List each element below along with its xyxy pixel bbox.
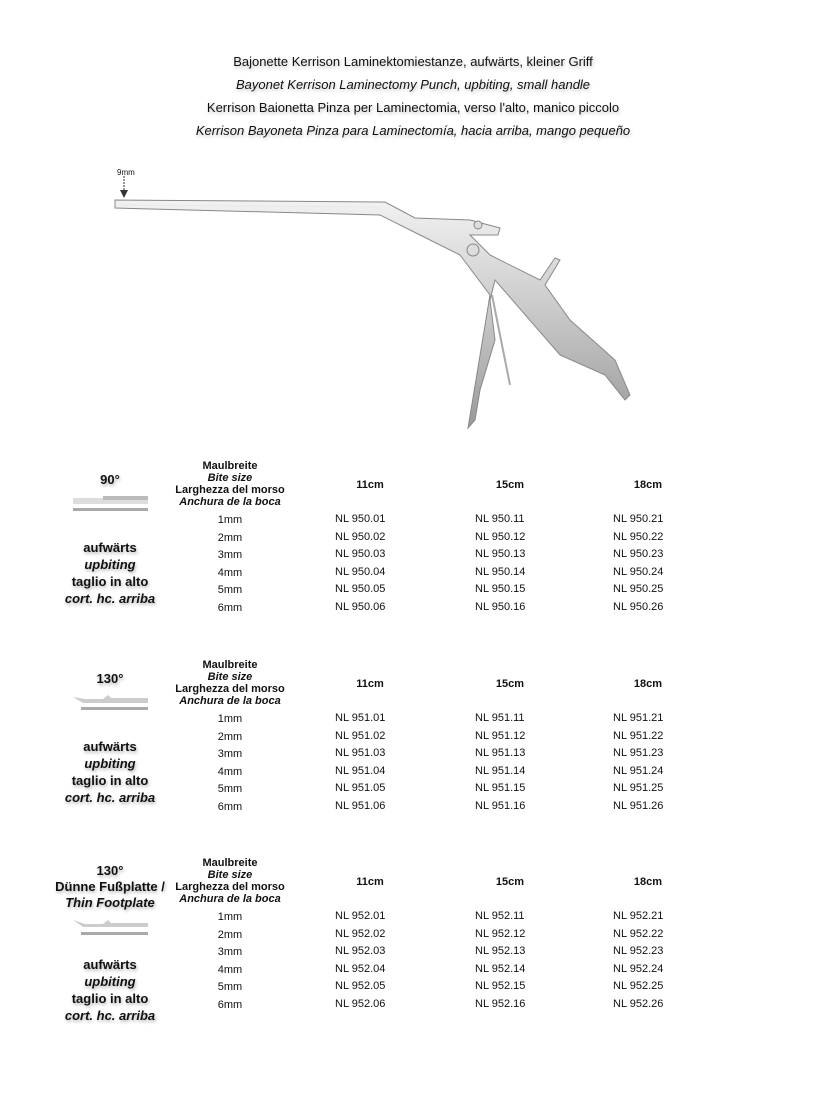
column-18cm xyxy=(593,677,703,815)
size-cell: 5mm xyxy=(217,981,243,993)
article-number: NL 951.06 xyxy=(335,799,386,812)
article-number: NL 951.14 xyxy=(475,764,526,777)
desc-it: taglio in alto xyxy=(71,991,149,1006)
bite-size-header xyxy=(165,857,295,905)
header-de: Maulbreite xyxy=(202,857,258,869)
desc-en: upbiting xyxy=(84,557,136,572)
desc-it: taglio in alto xyxy=(71,574,149,589)
header-it: Larghezza del morso xyxy=(175,484,285,496)
article-number: NL 950.02 xyxy=(335,530,386,543)
column-15cm xyxy=(455,677,565,815)
size-cell: 2mm xyxy=(217,928,243,941)
column-11cm xyxy=(315,875,425,1013)
article-number: NL 950.12 xyxy=(475,530,526,543)
desc-en: upbiting xyxy=(84,974,136,989)
size-cell: 3mm xyxy=(217,549,243,561)
article-number: NL 951.12 xyxy=(475,729,526,742)
subtitle-en: Thin Footplate xyxy=(65,895,155,910)
size-cell: 1mm xyxy=(217,514,243,526)
size-cell: 6mm xyxy=(217,601,243,614)
article-number: NL 951.23 xyxy=(613,747,664,759)
size-cell: 5mm xyxy=(217,783,243,795)
article-number: NL 952.16 xyxy=(475,997,526,1010)
title-english: Bayonet Kerrison Laminectomy Punch, upbiting, small handle xyxy=(235,77,591,92)
column-header: 18cm xyxy=(633,678,663,690)
article-number: NL 952.01 xyxy=(335,910,386,922)
article-number: NL 950.26 xyxy=(613,600,664,613)
article-number: NL 952.12 xyxy=(475,927,526,940)
article-number: NL 951.01 xyxy=(335,712,386,724)
bite-size-header xyxy=(165,460,295,508)
article-number: NL 951.11 xyxy=(475,712,525,724)
desc-it: taglio in alto xyxy=(71,773,149,788)
tip-image-90 xyxy=(73,494,148,516)
header-en: Bite size xyxy=(207,869,253,881)
desc-de: aufwärts xyxy=(83,739,137,754)
article-number: NL 950.06 xyxy=(335,600,386,613)
article-number: NL 950.01 xyxy=(335,513,386,525)
article-number: NL 952.13 xyxy=(475,945,526,957)
article-number: NL 951.02 xyxy=(335,729,386,742)
article-number: NL 951.03 xyxy=(335,747,386,759)
desc-de: aufwärts xyxy=(83,540,137,555)
column-11cm xyxy=(315,478,425,616)
size-cell: 4mm xyxy=(217,963,243,976)
article-number: NL 951.21 xyxy=(613,712,664,724)
article-number: NL 950.04 xyxy=(335,565,386,578)
article-number: NL 951.13 xyxy=(475,747,526,759)
size-cell: 6mm xyxy=(217,998,243,1011)
article-number: NL 951.24 xyxy=(613,764,664,777)
article-number: NL 952.06 xyxy=(335,997,386,1010)
column-header: 11cm xyxy=(356,479,384,491)
article-number: NL 950.14 xyxy=(475,565,526,578)
size-cell: 5mm xyxy=(217,584,243,596)
column-header: 18cm xyxy=(633,876,663,888)
size-cell: 1mm xyxy=(217,713,243,725)
column-header: 15cm xyxy=(495,876,525,888)
size-cell: 2mm xyxy=(217,531,243,544)
desc-es: cort. hc. arriba xyxy=(64,591,156,606)
article-number: NL 950.15 xyxy=(475,583,526,595)
column-15cm xyxy=(455,875,565,1013)
article-number: NL 952.22 xyxy=(613,927,664,940)
article-number: NL 952.04 xyxy=(335,962,386,975)
title-italian: Kerrison Baionetta Pinza per Laminectomia, verso l'alto, manico piccolo xyxy=(206,100,620,115)
bite-size-header xyxy=(165,659,295,707)
desc-de: aufwärts xyxy=(83,957,137,972)
column-header: 18cm xyxy=(633,479,663,491)
article-number: NL 950.05 xyxy=(335,583,386,595)
article-number: NL 950.16 xyxy=(475,600,526,613)
header-es: Anchura de la boca xyxy=(179,893,281,905)
column-header: 15cm xyxy=(495,479,525,491)
header-it: Larghezza del morso xyxy=(175,683,285,695)
column-header: 11cm xyxy=(356,876,384,888)
size-cell: 1mm xyxy=(217,911,243,923)
size-cell: 4mm xyxy=(217,566,243,579)
article-number: NL 952.14 xyxy=(475,962,526,975)
header-es: Anchura de la boca xyxy=(179,496,281,508)
article-number: NL 950.22 xyxy=(613,530,664,543)
desc-es: cort. hc. arriba xyxy=(64,790,156,805)
article-number: NL 950.23 xyxy=(613,548,664,560)
article-number: NL 952.11 xyxy=(475,910,525,922)
angle-label: 90° xyxy=(100,472,120,487)
size-list xyxy=(165,909,295,1014)
article-number: NL 952.02 xyxy=(335,927,386,940)
tip-image-130 xyxy=(73,693,148,715)
header-en: Bite size xyxy=(207,671,253,683)
article-number: NL 950.24 xyxy=(613,565,664,578)
angle-label: 130° xyxy=(96,671,124,686)
column-15cm xyxy=(455,478,565,616)
size-list xyxy=(165,512,295,617)
size-cell: 4mm xyxy=(217,765,243,778)
header-de: Maulbreite xyxy=(202,460,258,472)
article-number: NL 951.22 xyxy=(613,729,664,742)
title-german: Bajonette Kerrison Laminektomiestanze, aufwärts, kleiner Griff xyxy=(233,54,593,69)
size-cell: 3mm xyxy=(217,946,243,958)
article-number: NL 951.04 xyxy=(335,764,386,777)
header-en: Bite size xyxy=(207,472,253,484)
article-number: NL 952.26 xyxy=(613,997,664,1010)
kerrison-punch-image xyxy=(100,160,750,450)
article-number: NL 951.26 xyxy=(613,799,664,812)
article-number: NL 952.24 xyxy=(613,962,664,975)
desc-es: cort. hc. arriba xyxy=(64,1008,156,1023)
article-number: NL 952.15 xyxy=(475,980,526,992)
dimension-label: 9mm xyxy=(117,168,135,177)
size-cell: 2mm xyxy=(217,730,243,743)
title-block xyxy=(0,50,826,142)
subtitle-de: Dünne Fußplatte / xyxy=(55,879,165,894)
column-18cm xyxy=(593,478,703,616)
article-number: NL 951.05 xyxy=(335,782,386,794)
article-number: NL 950.03 xyxy=(335,548,386,560)
article-number: NL 952.05 xyxy=(335,980,386,992)
article-number: NL 950.13 xyxy=(475,548,526,560)
header-de: Maulbreite xyxy=(202,659,258,671)
article-number: NL 950.11 xyxy=(475,513,525,525)
article-number: NL 950.21 xyxy=(613,513,664,525)
title-spanish: Kerrison Bayoneta Pinza para Laminectomía, hacia arriba, mango pequeño xyxy=(195,123,631,138)
header-es: Anchura de la boca xyxy=(179,695,281,707)
header-it: Larghezza del morso xyxy=(175,881,285,893)
column-11cm xyxy=(315,677,425,815)
article-number: NL 950.25 xyxy=(613,583,664,595)
size-cell: 6mm xyxy=(217,800,243,813)
article-number: NL 952.23 xyxy=(613,945,664,957)
angle-label: 130° xyxy=(96,863,124,878)
column-18cm xyxy=(593,875,703,1013)
article-number: NL 952.25 xyxy=(613,980,664,992)
tip-image-130-thin xyxy=(73,917,148,939)
column-header: 15cm xyxy=(495,678,525,690)
desc-en: upbiting xyxy=(84,756,136,771)
article-number: NL 951.15 xyxy=(475,782,526,794)
size-cell: 3mm xyxy=(217,748,243,760)
size-list xyxy=(165,711,295,816)
article-number: NL 951.25 xyxy=(613,782,664,794)
column-header: 11cm xyxy=(356,678,384,690)
article-number: NL 952.21 xyxy=(613,910,664,922)
article-number: NL 951.16 xyxy=(475,799,526,812)
article-number: NL 952.03 xyxy=(335,945,386,957)
